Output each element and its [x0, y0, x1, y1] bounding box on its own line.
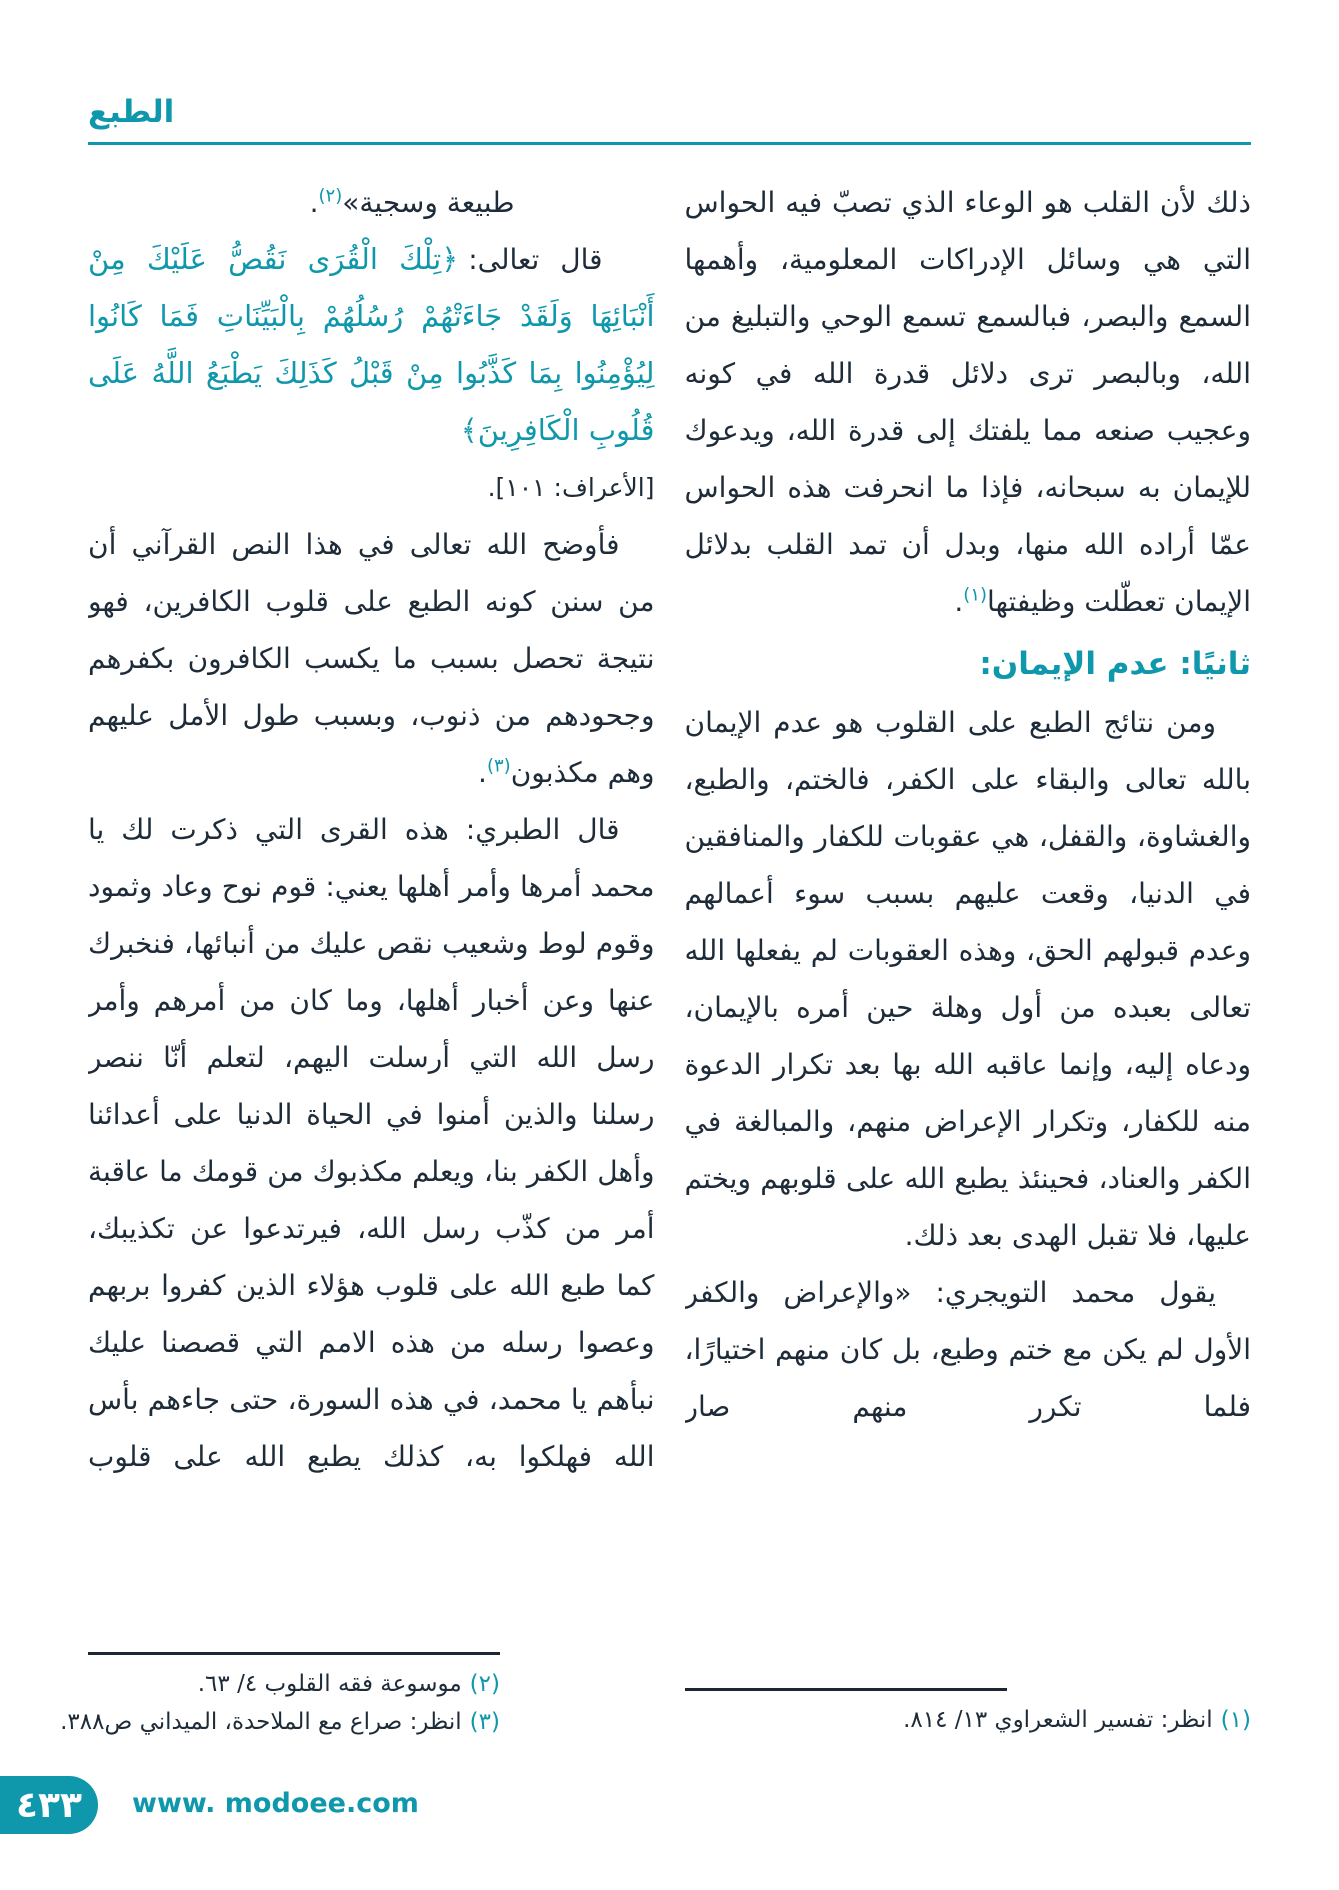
paragraph	[88, 174, 655, 231]
paragraph	[685, 174, 1252, 630]
footnote-text: موسوعة فقه القلوب ٤/ ٦٣.	[197, 1671, 462, 1697]
footnote-marker: (٣)	[486, 755, 511, 777]
paragraph-text: .	[954, 585, 964, 618]
footnote-separator	[88, 1652, 500, 1655]
quran-verse-block	[88, 231, 655, 459]
left-column	[88, 174, 655, 1649]
page-header-title: الطبع	[88, 94, 175, 130]
paragraph-text: فأوضح الله تعالى في هذا النص القرآني أن من سنن كونه الطبع على قلوب الكافرين، فهو نتيجة تحصل بسبب ما يكسب الكافرون بكفرهم وجحودهم من ذنوب، وبسبب طول الأمل عليهم وهم مكذبون	[88, 528, 655, 789]
footnote	[88, 1665, 500, 1703]
paragraph: يقول محمد التويجري: «والإعراض والكفر الأول لم يكن مع ختم وطبع، بل كان منهم اختيارًا، فلما تكرر منهم صار	[684, 1276, 1251, 1423]
footnote-number: (٢)	[469, 1671, 500, 1697]
section-heading: ثانيًا: عدم الإيمان:	[979, 646, 1251, 682]
page-number-badge	[0, 1776, 98, 1834]
quran-verse: ﴿تِلْكَ الْقُرَى نَقُصُّ عَلَيْكَ مِنْ أَنْبَائِهَا وَلَقَدْ جَاءَتْهُمْ رُسُلُهُمْ بِالْبَيِّنَاتِ فَمَا كَانُوا لِيُؤْمِنُوا بِمَا كَذَّبُوا مِنْ قَبْلُ كَذَلِكَ يَطْبَعُ اللَّهُ عَلَى قُلُوبِ الْكَافِرِينَ﴾	[88, 242, 655, 447]
footnote-separator	[685, 1688, 1007, 1691]
footnote-text: انظر: صراع مع الملاحدة، الميداني ص٣٨٨.	[60, 1709, 462, 1735]
paragraph-text: طبيعة وسجية»	[342, 186, 515, 219]
footnote	[60, 1703, 500, 1741]
text-columns	[88, 174, 1251, 1649]
paragraph-text: .	[309, 186, 319, 219]
paragraph: ومن نتائج الطبع على القلوب هو عدم الإيمان بالله تعالى والبقاء على الكفر، فالختم، والطبع، والغشاوة، والقفل، هي عقوبات للكفار والمنافقين في الدنيا، وقعت عليهم بسبب سوء أعمالهم وعدم قبولهم الحق، وهذه العقوبات لم يفعلها الله تعالى بعبده من أول وهلة حين أمره بالإيمان، ودعاه إليه، وإنما عاقبه الله بها بعد تكرار الدعوة منه للكفار، وتكرار الإعراض منهم، والمبالغة في الكفر والعناد، فحينئذ يطبع الله على قلوبهم ويختم عليها، فلا تقبل الهدى بعد ذلك.	[684, 706, 1251, 1252]
paragraph-text: .	[478, 756, 487, 789]
footnote-number: (٣)	[469, 1709, 500, 1735]
footnote-area-right	[685, 1688, 1251, 1739]
header-divider	[88, 142, 1251, 145]
verse-intro: قال تعالى:	[468, 243, 603, 276]
footnote-marker: (١)	[963, 584, 988, 606]
paragraph-text: ذلك لأن القلب هو الوعاء الذي تصبّ فيه الحواس التي هي وسائل الإدراكات المعلومية، وأهمها السمع والبصر، فبالسمع تسمع الوحي والتبليغ من الله، وبالبصر ترى دلائل قدرة الله في كونه وعجيب صنعه مما يلفتك إلى قدرة الله، ويدعوك للإيمان به سبحانه، فإذا ما انحرفت هذه الحواس عمّا أراده الله منها، وبدل أن تمد القلب بدلائل الإيمان تعطّلت وظيفتها	[684, 186, 1251, 618]
footnote-area-left	[60, 1652, 654, 1741]
footnote-text: انظر: تفسير الشعراوي ١٣/ ٨١٤.	[903, 1707, 1213, 1733]
footnote-number: (١)	[1220, 1707, 1251, 1733]
footnote-marker: (٢)	[318, 185, 343, 207]
page-number: ٤٣٣	[16, 1784, 82, 1826]
website-link: www. modoee.com	[132, 1788, 419, 1819]
paragraph	[88, 516, 655, 801]
right-column	[685, 174, 1252, 1649]
footnote	[685, 1701, 1251, 1739]
verse-reference: [الأعراف: ١٠١].	[487, 473, 655, 502]
paragraph: قال الطبري: هذه القرى التي ذكرت لك يا محمد أمرها وأمر أهلها يعني: قوم نوح وعاد وثمود وقوم لوط وشعيب نقص عليك من أنبائها، فنخبرك عنها وعن أخبار أهلها، وما كان من أمرهم وأمر رسل الله التي أرسلت اليهم، لتعلم أنّا ننصر رسلنا والذين أمنوا في الحياة الدنيا على أعدائنا وأهل الكفر بنا، ويعلم مكذبوك من قومك ما عاقبة أمر من كذّب رسل الله، فيرتدعوا عن تكذيبك، كما طبع الله على قلوب هؤلاء الذين كفروا بربهم وعصوا رسله من هذه الامم التي قصصنا عليك نبأهم يا محمد، في هذه السورة، حتى جاءهم بأس الله فهلكوا به، كذلك يطبع الله على قلوب	[88, 813, 655, 1473]
